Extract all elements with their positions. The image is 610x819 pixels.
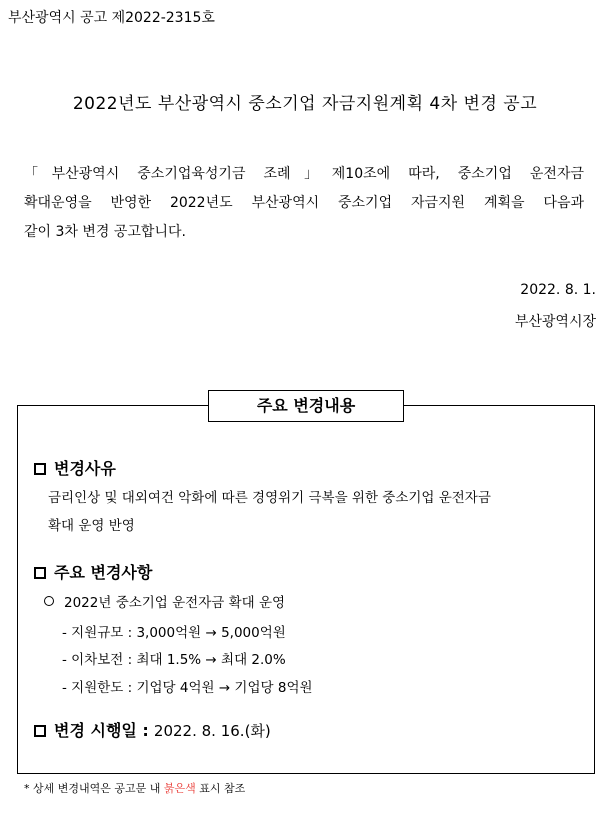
footnote [24,780,245,796]
intro-paragraph [24,160,584,247]
checkbox-square-icon [34,463,46,475]
effective-date-row [34,718,271,741]
intro-line-3: 같이 3차 변경 공고합니다. [24,224,186,240]
intro-line-2: 확대운영을 반영한 2022년도 부산광역시 중소기업 자금지원 계획을 다음과 [24,195,584,211]
reason-line-1: 금리인상 및 대외여건 악화에 따른 경영위기 극복을 위한 중소기업 운전자금 [48,490,491,506]
notice-number: 부산광역시 공고 제2022-2315호 [8,10,215,26]
checkbox-square-icon [34,725,46,737]
reason-heading-text: 변경사유 [54,459,116,478]
changes-item [44,591,285,611]
circle-bullet-icon [44,596,54,606]
footnote-highlight: 붉은색 [163,782,196,795]
footnote-prefix: * 상세 변경내역은 공고문 내 [24,782,164,795]
reason-line-2: 확대 운영 반영 [48,518,135,534]
effective-date-value: 2022. 8. 16.(화) [153,722,271,740]
checkbox-square-icon [34,567,46,579]
intro-line-1: 「부산광역시 중소기업육성기금 조례」제10조에 따라, 중소기업 운전자금 [24,166,584,182]
changes-heading-text: 주요 변경사항 [54,563,153,582]
issuing-authority: 부산광역시장 [514,314,596,330]
document-title: 2022년도 부산광역시 중소기업 자금지원계획 4차 변경 공고 [72,94,538,114]
changes-subitem-scale: - 지원규모 : 3,000억원 → 5,000억원 [62,625,286,641]
changes-item-text: 2022년 중소기업 운전자금 확대 운영 [64,595,286,611]
changes-heading [34,560,152,583]
changes-box-title: 주요 변경내용 [208,390,404,422]
changes-subitem-interest: - 이차보전 : 최대 1.5% → 최대 2.0% [62,652,286,668]
effective-date-heading: 변경 시행일 : [54,721,149,740]
notice-date: 2022. 8. 1. [520,282,596,298]
changes-subitem-limit: - 지원한도 : 기업당 4억원 → 기업당 8억원 [62,680,313,696]
reason-heading [34,456,116,479]
footnote-suffix: 표시 참조 [195,782,246,795]
